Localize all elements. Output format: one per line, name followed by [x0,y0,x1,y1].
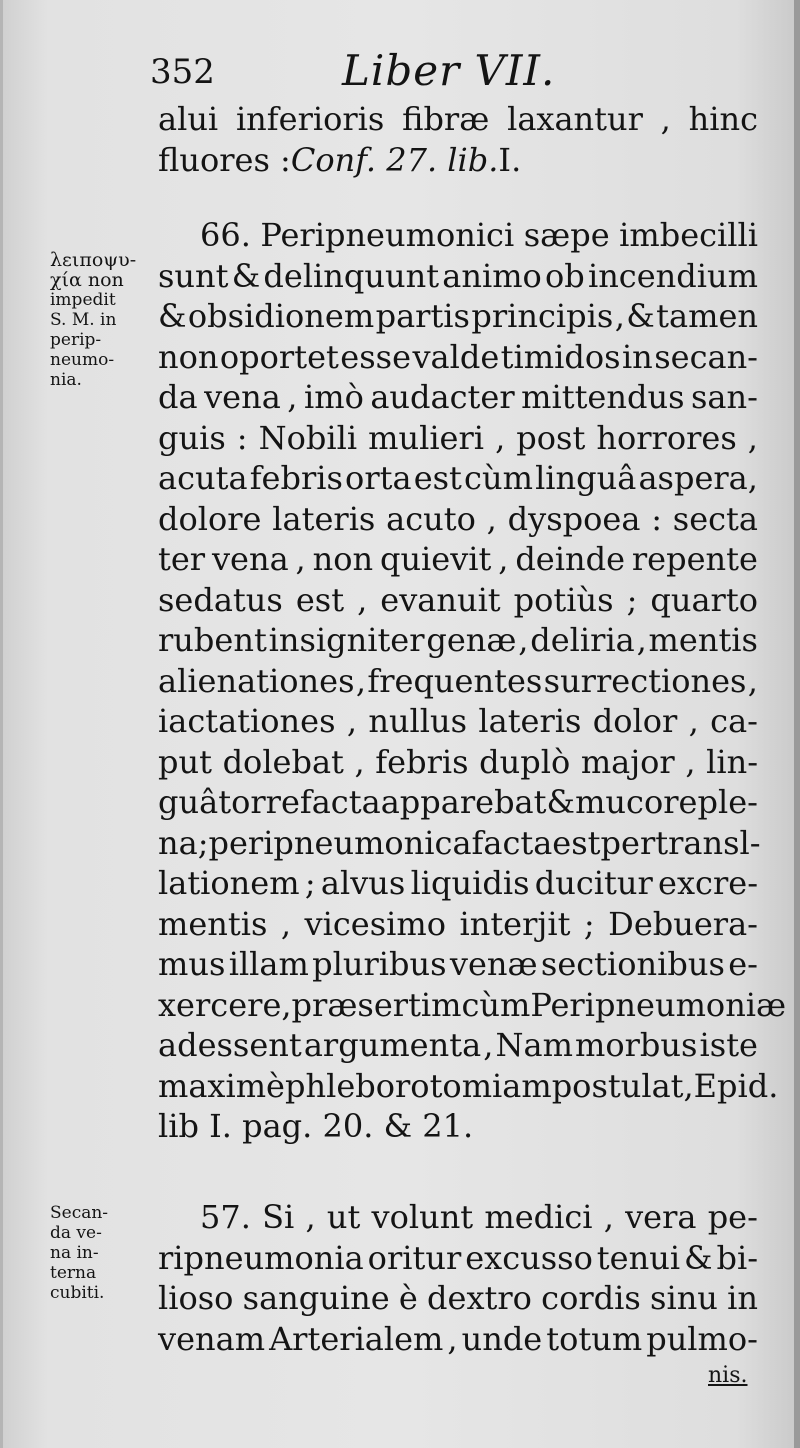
word: & [158,297,187,335]
text-line [158,782,758,823]
word: vena [204,378,281,416]
word: , [685,742,696,781]
word: partis [375,297,470,335]
word: ut [326,1198,361,1236]
word: nullus [368,702,468,740]
word: peripneumonica [208,823,472,862]
text-line [158,863,758,904]
page-left-edge [0,0,3,1448]
word: illam [228,945,309,983]
word: febris [249,459,343,497]
word: insigniter [268,621,425,659]
word: valde [412,337,500,376]
word: dolor [592,702,678,740]
page-number: 352 [150,52,215,92]
word: vicesimo [304,904,446,943]
word: Nam [495,1026,573,1064]
word: pulmo- [646,1319,758,1358]
text-line [158,701,758,742]
word: , [747,418,758,457]
word: bi- [716,1238,758,1277]
word: potiùs [513,580,614,619]
word: mentis [648,621,758,659]
word: , [354,742,365,781]
word: pluribus [312,945,447,983]
word: fibræ [402,100,490,138]
word: esse [340,337,412,376]
margin-line: S. M. in [50,310,117,330]
word: Si [262,1198,295,1236]
top-paragraph [158,99,758,180]
word: non [158,337,219,376]
word: secan- [654,337,758,376]
margin-line: Secan- [50,1203,109,1223]
word: quievit [379,540,492,578]
word: Peripneumoniæ [530,985,787,1024]
word: dyspoea [507,499,641,538]
word: ; [583,904,595,943]
word: oportet [219,337,339,376]
word: præsertim [291,985,462,1024]
word: deinde [515,540,625,578]
text-line [158,1066,779,1107]
word: Epid. [693,1066,779,1105]
word: acuto [386,499,476,538]
word: , [281,985,292,1024]
word: post [516,418,586,457]
word: & [231,256,261,295]
word: , [346,702,357,740]
word: , [486,499,497,538]
word: duplò [479,742,571,781]
word: transl- [655,823,761,862]
word: Debuera- [608,904,758,943]
word: put [158,742,212,781]
word: venæ [449,945,538,983]
word: alui [158,100,219,138]
word: incendium [587,256,758,295]
word: sanguine [242,1279,390,1317]
word: & [626,297,655,335]
word: linguâ [535,459,637,497]
word: secta [672,499,758,538]
word: evanuit [380,580,501,619]
text-line [158,944,758,985]
word: argumenta [303,1026,482,1064]
word: totum [546,1319,643,1358]
text-line [158,1278,758,1319]
word: , [287,378,298,416]
word: est [552,823,601,862]
word: phleborotomiam [284,1066,552,1105]
text-line [158,418,758,459]
word: guâ [158,783,219,821]
word: & [684,1238,713,1277]
running-head: Liber VII. [342,46,556,95]
word: est [413,459,462,497]
word: Nobili [258,418,358,457]
word: mittendus [521,378,685,416]
word: ob [545,256,585,295]
word: ; [626,580,638,619]
word: , [305,1198,316,1236]
margin-line: χία non [50,269,124,291]
word: liquidis [410,864,530,902]
text-line [158,580,758,621]
margin-line: cubiti. [50,1283,105,1303]
word: morbus [575,1026,698,1064]
word: lioso [158,1279,234,1317]
word: , [447,1319,458,1358]
word: excre- [658,864,758,902]
word: , [498,540,509,578]
word: frequentes [367,661,543,700]
word: volunt [371,1198,474,1236]
text-line [158,1025,758,1066]
text-line [158,458,758,499]
word: , [603,1198,614,1236]
word: Peripneumonici [260,216,515,254]
text-line [158,1197,758,1238]
word: iste [699,1026,758,1064]
text-line [158,985,787,1026]
word: inferioris [235,100,385,138]
word: lateris [478,702,582,740]
text-line [158,99,758,140]
word: 66. [200,216,251,254]
word: in [727,1279,758,1317]
word: medici [484,1198,593,1236]
word: , [636,621,647,659]
word: interjit [459,904,571,943]
margin-note-lipothymia [50,250,152,390]
word: , [688,702,699,740]
catchword: nis. [708,1363,748,1388]
margin-line: impedit [50,290,116,310]
section-66 [158,215,787,1147]
word: adessent [158,1026,302,1064]
word: cordis [541,1279,641,1317]
word: na [158,823,198,862]
word: per [600,823,656,862]
word: ca- [710,702,758,740]
word: non [312,540,374,578]
word: repente [631,540,758,578]
word: ter [158,540,206,578]
word: maximè [158,1066,285,1105]
word: mus [158,945,226,983]
word: è [398,1279,418,1317]
word: iactationes [158,702,336,740]
word: orta [345,459,412,497]
word: audacter [370,378,515,416]
word: postulat [551,1066,684,1105]
word: mentis [158,904,268,943]
word: sinu [650,1279,718,1317]
text-line [158,296,758,337]
word: quarto [650,580,758,619]
word: facta [471,823,553,862]
word: vera [625,1198,697,1236]
word: horrores [596,418,737,457]
margin-line: da ve- [50,1223,102,1243]
word: ducitur [534,864,653,902]
word: venam [158,1319,266,1358]
text-line: lib I. pag. 20. & 21. [158,1107,474,1145]
word: , [295,540,306,578]
text-line [158,823,761,864]
text-line [158,904,758,945]
word: timidos [500,337,621,376]
word: , [614,297,625,335]
word: animo [442,256,542,295]
word: apparebat [380,783,547,821]
margin-line: nia. [50,370,82,390]
page-right-edge [794,0,800,1448]
word: , [747,661,758,700]
word: , [495,418,506,457]
margin-note-secanda-vena [50,1203,152,1303]
word: , [357,580,368,619]
word: sunt [158,256,229,295]
text-line [158,1238,758,1279]
word: lin- [706,742,758,781]
word: imbecilli [619,216,758,254]
word: acuta [158,459,248,497]
word: febris [375,742,469,781]
word: sectionibus [540,945,725,983]
word: deliria [530,621,635,659]
text-line [158,377,758,418]
word: excusso [465,1238,593,1277]
word: alienationes [158,661,355,700]
word: tamen [656,297,758,335]
word: pe- [707,1198,758,1236]
word: lationem [158,864,300,902]
word: tenui [596,1238,681,1277]
word: mucore [575,783,698,821]
word: rubent [158,621,267,659]
word: dolore [158,499,262,538]
word: delinquunt [263,256,440,295]
word: e- [728,945,758,983]
word: guis [158,418,226,457]
word: oritur [367,1238,462,1277]
word: , [483,1026,494,1064]
word: laxantur [507,100,643,138]
word: ; [197,823,209,862]
word: 57. [200,1198,251,1236]
word: unde [461,1319,543,1358]
word: dolebat [222,742,344,781]
word: vena [211,540,289,578]
word: cùm [461,985,531,1024]
section-57 [158,1197,758,1359]
text-line [158,337,758,378]
word: alvus [320,864,406,902]
word: , [280,904,292,943]
word: est [295,580,345,619]
text-line [158,215,758,256]
word: Arterialem [269,1319,444,1358]
word: ; [304,864,316,902]
word: imò [303,378,364,416]
text-line [158,742,758,783]
word: , [660,100,671,138]
word: , [518,621,529,659]
word: sæpe [523,216,610,254]
text-line [158,620,758,661]
margin-line: perip- [50,330,102,350]
word: da [158,378,198,416]
word: xercere [158,985,282,1024]
word: dextro [427,1279,532,1317]
margin-line: na in- [50,1243,99,1263]
page-header [150,40,750,100]
word: hinc [688,100,758,138]
text-line: fluores : Conf. 27. lib. I. [158,140,522,179]
word: surrectiones [543,661,747,700]
word: , [355,661,367,700]
word: in [621,337,653,376]
margin-line: terna [50,1263,97,1283]
word: sedatus [158,580,283,619]
text-line [158,499,758,540]
word: major [580,742,675,781]
text-line [158,661,758,702]
word: mulieri [368,418,485,457]
text-line [158,1319,758,1360]
word: aspera, [638,459,758,497]
word: & [546,783,576,821]
word: ple- [697,783,758,821]
word: cùm [464,459,533,497]
word: ripneumonia [158,1238,364,1277]
word: san- [691,378,758,416]
margin-line: λειποψυ- [50,249,137,271]
word: : [236,418,248,457]
word: genæ [426,621,517,659]
word: torrefacta [218,783,381,821]
word: , [683,1066,694,1105]
word: : [651,499,662,538]
text-line [158,539,758,580]
margin-line: neumo- [50,350,115,370]
word: principis [471,297,614,335]
word: obsidionem [187,297,375,335]
word: lateris [272,499,376,538]
text-line [158,256,758,297]
